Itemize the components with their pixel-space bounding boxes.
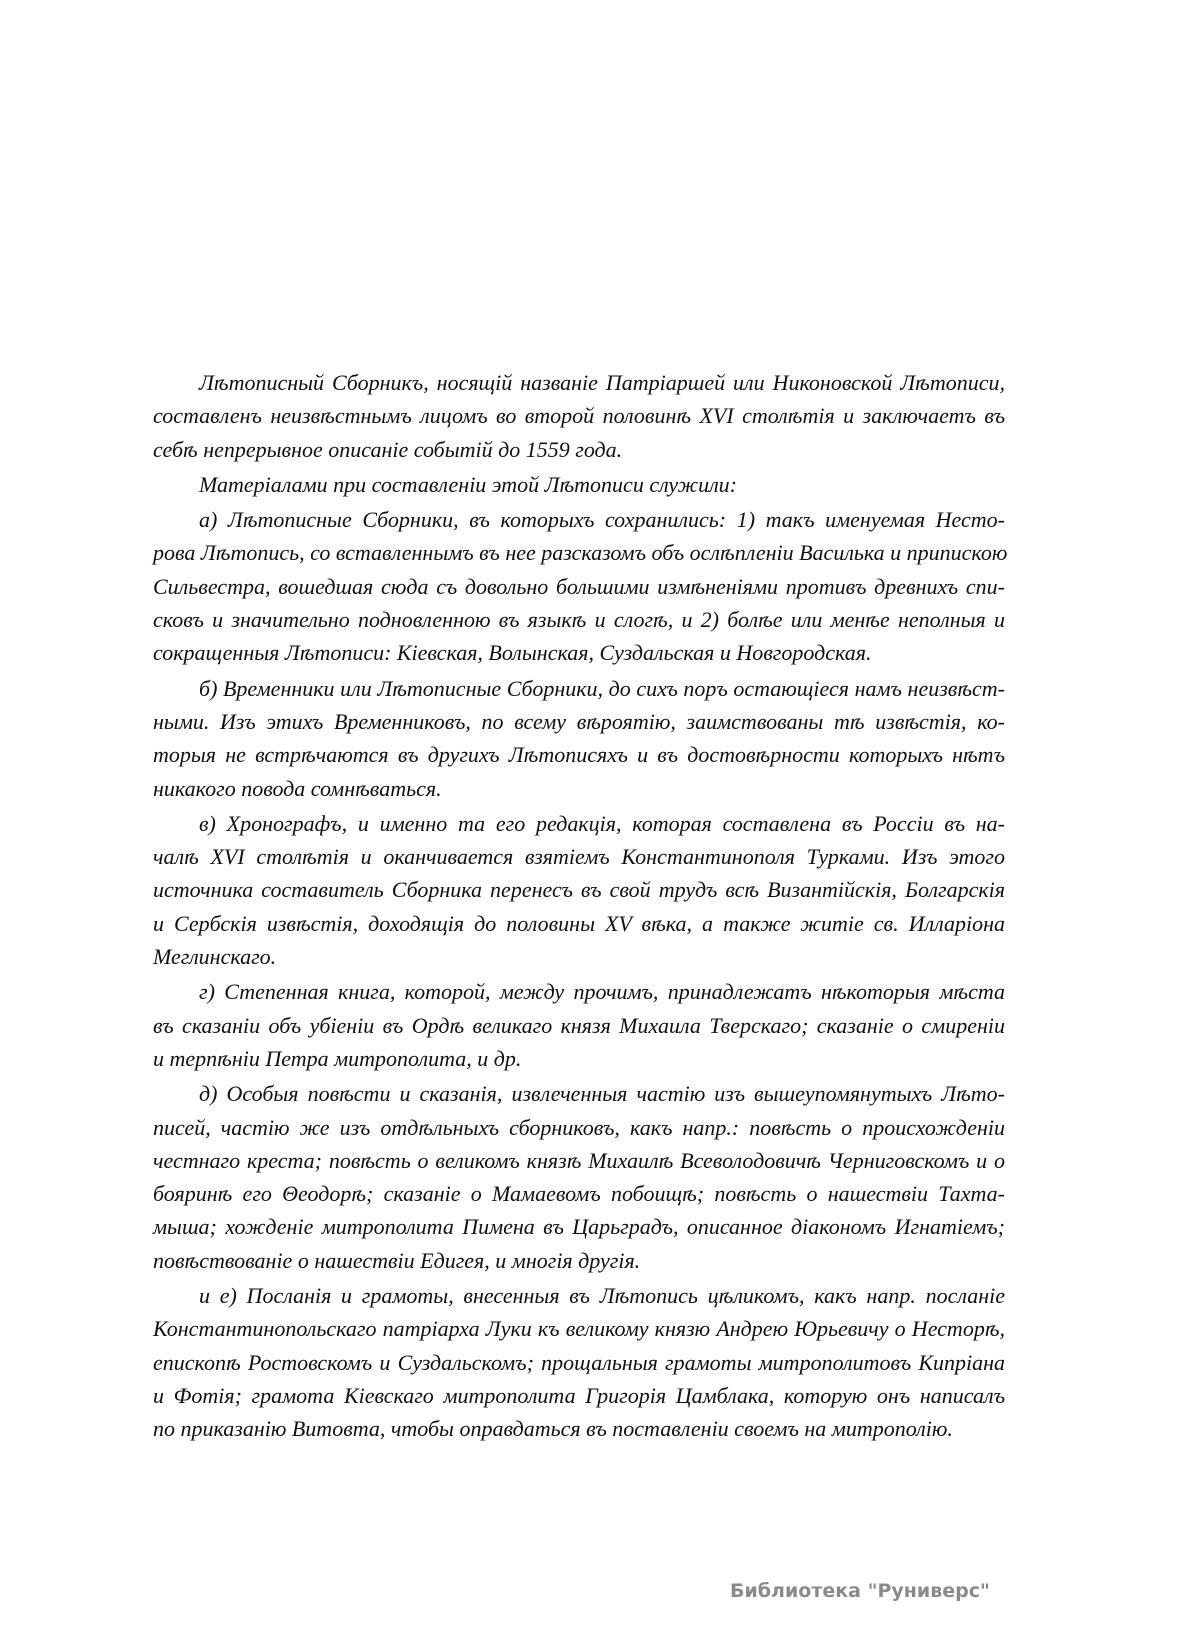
text-line: честнаго креста; повѣсть о великомъ князѣ Михаилѣ Всеволодовичѣ Черниговскомъ и о bbox=[153, 1147, 1005, 1173]
paragraph bbox=[153, 1077, 1005, 1277]
text-line: в) Хронографъ, и именно та его редакція, которая составлена въ Россіи въ на- bbox=[199, 810, 1005, 836]
text-line: составленъ неизвѣстнымъ лицомъ во второй половинѣ XVI столѣтія и заключаетъ въ bbox=[153, 403, 1005, 429]
text-line: и Сербскія извѣстія, доходящія до половины XV вѣка, а также житіе св. Илларіона bbox=[153, 910, 1005, 936]
paragraph bbox=[153, 503, 1008, 669]
text-line: д) Особыя повѣсти и сказанія, извлеченныя частію изъ вышеупомянутыхъ Лѣто- bbox=[199, 1081, 1005, 1107]
text-line: рова Лѣтопись, со вставленнымъ въ нее разсказомъ объ ослѣпленіи Василька и припискою bbox=[153, 540, 1008, 566]
text-line: Меглинскаго. bbox=[153, 944, 277, 970]
text-line: въ сказаніи объ убіеніи въ Ордѣ великаго князя Михаила Тверскаго; сказаніе о смиреніи bbox=[153, 1012, 1005, 1038]
text-line: и Фотія; грамота Кіевскаго митрополита Григорія Цамблака, которую онъ написалъ bbox=[153, 1382, 1005, 1408]
paragraph bbox=[153, 975, 1005, 1075]
text-line: повѣствованіе о нашествіи Едигея, и многія другія. bbox=[153, 1247, 641, 1273]
text-line: мыша; хожденіе митрополита Пимена въ Царьградъ, описанное діакономъ Игнатіемъ; bbox=[153, 1214, 1005, 1240]
text-line: г) Степенная книга, которой, между прочимъ, принадлежатъ нѣкоторыя мѣста bbox=[199, 979, 1005, 1005]
text-line: сковъ и значительно подновленною въ языкѣ и слогѣ, и 2) болѣе или менѣе неполныя и bbox=[153, 607, 1005, 633]
text-line: источника составитель Сборника перенесъ въ свой трудъ всѣ Византійскія, Болгарскія bbox=[153, 877, 1005, 903]
text-line: Лѣтописный Сборникъ, носящій названіе Патріаршей или Никоновской Лѣтописи, bbox=[199, 370, 1005, 395]
text-line: сокращенныя Лѣтописи: Кіевская, Волынская, Суздальская и Новгородская. bbox=[153, 640, 872, 666]
paragraph bbox=[153, 672, 1005, 805]
text-line: и терпѣніи Петра митрополита, и др. bbox=[153, 1045, 522, 1071]
text-line: Сильвестра, вошедшая сюда съ довольно большими измѣненіями противъ древнихъ спи- bbox=[153, 573, 1005, 599]
text-line: писей, частію же изъ отдѣльныхъ сборниковъ, какъ напр.: повѣсть о происхожденіи bbox=[153, 1114, 1005, 1140]
text-line: б) Временники или Лѣтописные Сборники, до сихъ поръ остающіеся намъ неизвѣст- bbox=[199, 675, 1005, 701]
paragraph bbox=[153, 468, 1005, 501]
text-line: епископѣ Ростовскомъ и Суздальскомъ; прощальныя грамоты митрополитовъ Кипріана bbox=[153, 1349, 1005, 1375]
library-watermark: Библиотека "Руниверс" bbox=[730, 1580, 990, 1602]
text-line: торыя не встрѣчаются въ другихъ Лѣтописяхъ и въ достовѣрности которыхъ нѣтъ bbox=[153, 742, 1005, 768]
paragraph bbox=[153, 1279, 1005, 1445]
text-line: а) Лѣтописные Сборники, въ которыхъ сохранились: 1) такъ именуемая Несто- bbox=[199, 507, 1005, 533]
paragraph bbox=[153, 366, 1005, 466]
text-line: ными. Изъ этихъ Временниковъ, по всему вѣроятію, заимствованы тѣ извѣстія, ко- bbox=[153, 708, 1005, 734]
text-line: бояринѣ его Θеодорѣ; сказаніе о Мамаевомъ побоищѣ; повѣсть о нашествіи Тахта- bbox=[153, 1181, 1005, 1207]
text-line: никакого повода сомнѣваться. bbox=[153, 775, 442, 801]
document-body bbox=[153, 366, 1008, 1448]
text-line: Матеріалами при составленіи этой Лѣтописи служили: bbox=[199, 471, 737, 497]
text-line: и е) Посланія и грамоты, внесенныя въ Лѣтопись цѣликомъ, какъ напр. посланіе bbox=[199, 1283, 1005, 1309]
text-line: себѣ непрерывное описаніе событій до 1559 года. bbox=[153, 436, 623, 462]
text-line: чалѣ XVI столѣтія и оканчивается взятіемъ Константинополя Турками. Изъ этого bbox=[153, 844, 1005, 870]
paragraph bbox=[153, 807, 1005, 973]
text-line: Константинопольскаго патріарха Луки къ великому князю Андрею Юрьевичу о Несторѣ, bbox=[153, 1316, 1005, 1342]
text-line: по приказанію Витовта, чтобы оправдаться въ поставленіи своемъ на митрополію. bbox=[153, 1416, 953, 1442]
